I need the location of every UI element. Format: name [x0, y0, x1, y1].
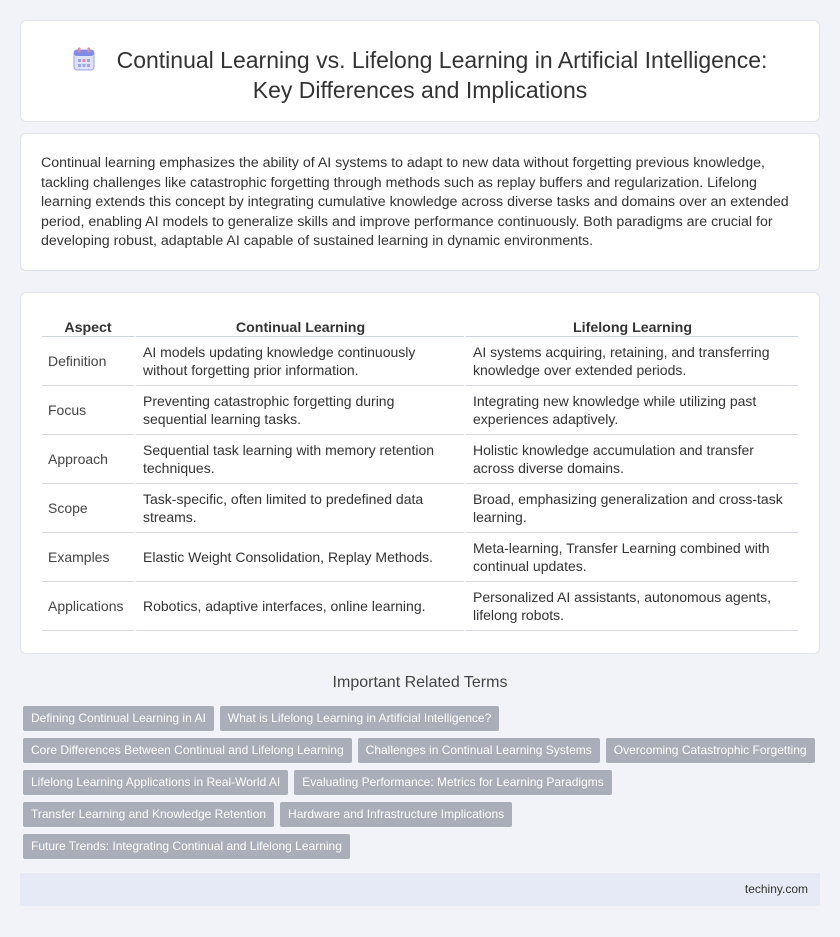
- aspect-cell: Applications: [42, 582, 134, 631]
- related-term-tag[interactable]: Hardware and Infrastructure Implications: [280, 802, 512, 827]
- table-row: [42, 337, 798, 386]
- intro-paragraph: Continual learning emphasizes the ability of AI systems to adapt to new data without forgetting previous knowledge, tackling challenges like catastrophic forgetting through methods such as replay buffers and regularization. Lifelong learning extends this concept by integrating cumulative knowledge across diverse tasks and domains over an extended period, enabling AI models to generalize skills and improve performance continuously. Both paradigms are crucial for developing robust, adaptable AI capable of sustained learning in dynamic environments.: [41, 155, 789, 250]
- related-term-tag[interactable]: Overcoming Catastrophic Forgetting: [606, 738, 815, 763]
- continual-cell: AI models updating knowledge continuously without forgetting prior information.: [134, 337, 464, 386]
- related-terms-heading: Important Related Terms: [332, 674, 508, 691]
- lifelong-cell: Broad, emphasizing generalization and cross-task learning.: [464, 484, 798, 533]
- related-term-tag[interactable]: Defining Continual Learning in AI: [23, 706, 214, 731]
- table-row: [42, 435, 798, 484]
- related-term-tag[interactable]: Lifelong Learning Applications in Real-World AI: [23, 770, 288, 795]
- table-row: [42, 533, 798, 582]
- tag-row: [23, 706, 823, 738]
- aspect-cell: Focus: [42, 386, 134, 435]
- continual-cell: Task-specific, often limited to predefined data streams.: [134, 484, 464, 533]
- lifelong-cell: Personalized AI assistants, autonomous agents, lifelong robots.: [464, 582, 798, 631]
- aspect-cell: Examples: [42, 533, 134, 582]
- title-line-2: Key Differences and Implications: [252, 77, 588, 103]
- table-row: [42, 582, 798, 631]
- calendar-icon: [73, 47, 95, 71]
- title-card: [20, 20, 820, 122]
- title-line-1: Continual Learning vs. Lifelong Learning in Artificial Intelligence:: [116, 47, 768, 73]
- table-row: [42, 484, 798, 533]
- header-lifelong: Lifelong Learning: [464, 315, 798, 337]
- continual-cell: Preventing catastrophic forgetting during sequential learning tasks.: [134, 386, 464, 435]
- aspect-cell: Definition: [42, 337, 134, 386]
- intro-card: [20, 133, 820, 271]
- tag-row: [23, 738, 823, 770]
- related-term-tag[interactable]: Core Differences Between Continual and Lifelong Learning: [23, 738, 352, 763]
- table-row: [42, 386, 798, 435]
- continual-cell: Robotics, adaptive interfaces, online learning.: [134, 582, 464, 631]
- comparison-table-card: [20, 292, 820, 654]
- continual-cell: Elastic Weight Consolidation, Replay Methods.: [134, 533, 464, 582]
- table-header-row: [42, 315, 798, 337]
- footer-site-link[interactable]: techiny.com: [744, 882, 808, 896]
- lifelong-cell: AI systems acquiring, retaining, and transferring knowledge over extended periods.: [464, 337, 798, 386]
- lifelong-cell: Integrating new knowledge while utilizing past experiences adaptively.: [464, 386, 798, 435]
- comparison-table: [42, 315, 798, 631]
- aspect-cell: Approach: [42, 435, 134, 484]
- tag-row: [23, 770, 823, 802]
- related-term-tag[interactable]: Challenges in Continual Learning Systems: [358, 738, 600, 763]
- page-title: [21, 45, 819, 105]
- header-aspect: Aspect: [42, 315, 134, 337]
- tag-row: [23, 802, 823, 834]
- related-term-tag[interactable]: Future Trends: Integrating Continual and Lifelong Learning: [23, 834, 350, 859]
- aspect-cell: Scope: [42, 484, 134, 533]
- lifelong-cell: Holistic knowledge accumulation and transfer across diverse domains.: [464, 435, 798, 484]
- related-term-tag[interactable]: Evaluating Performance: Metrics for Learning Paradigms: [294, 770, 611, 795]
- continual-cell: Sequential task learning with memory retention techniques.: [134, 435, 464, 484]
- header-continual: Continual Learning: [134, 315, 464, 337]
- related-term-tag[interactable]: Transfer Learning and Knowledge Retention: [23, 802, 274, 827]
- related-terms-list: [23, 706, 823, 866]
- tag-row: [23, 834, 823, 866]
- footer: [20, 873, 820, 906]
- related-term-tag[interactable]: What is Lifelong Learning in Artificial Intelligence?: [220, 706, 499, 731]
- lifelong-cell: Meta-learning, Transfer Learning combined with continual updates.: [464, 533, 798, 582]
